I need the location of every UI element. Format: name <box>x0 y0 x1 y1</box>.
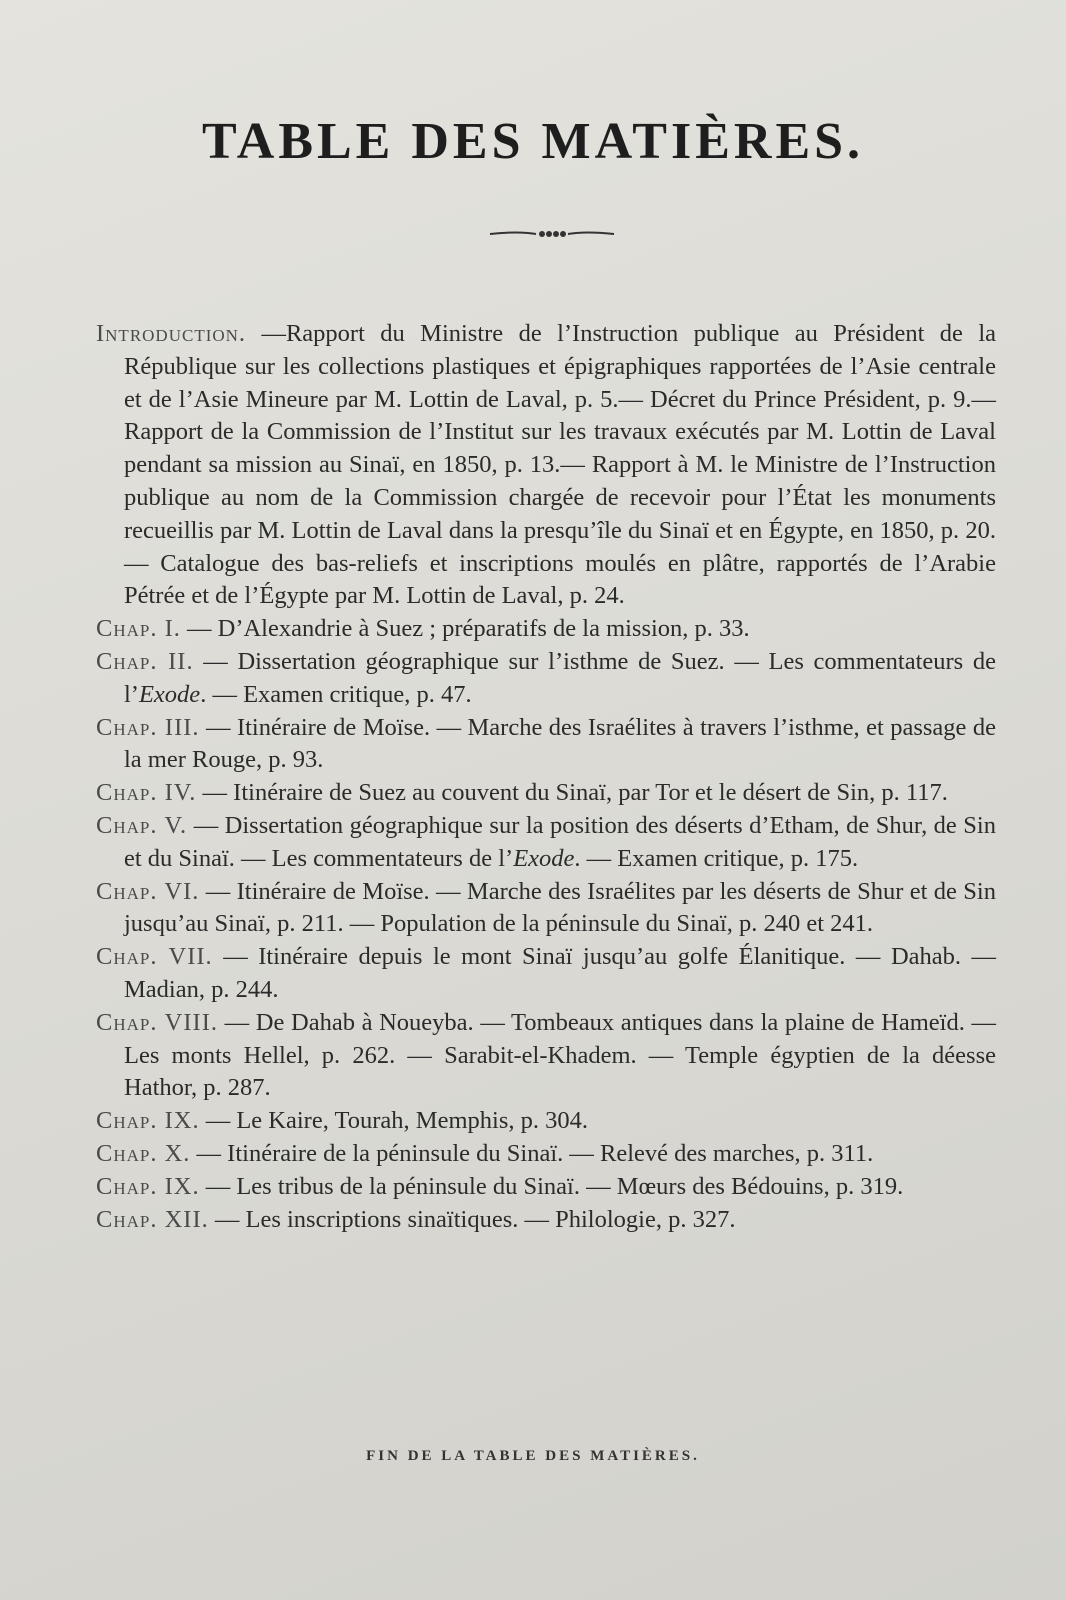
entry-label: Chap. V. <box>96 811 188 839</box>
entry-label: Chap. IX. <box>96 1172 200 1200</box>
entry-text: — Les tribus de la péninsule du Sinaï. — Mœurs des Bédouins, p. 319. <box>205 1172 904 1200</box>
toc-entry <box>96 876 996 942</box>
entry-label: Chap. VIII. <box>96 1008 218 1036</box>
entry-text: — De Dahab à Noueyba. — Tombeaux antiques dans la plaine de Hameïd. — Les monts Hellel, p. 262. — Sarabit-el-Khadem. — Temple égyptien de la déesse Hathor, p. 287. <box>124 1008 997 1102</box>
entry-text: — Itinéraire depuis le mont Sinaï jusqu’au golfe Élanitique. — Dahab. — Madian, p. 244. <box>124 943 997 1003</box>
entry-text: — Les inscriptions sinaïtiques. — Philologie, p. 327. <box>214 1205 736 1233</box>
entry-text: — Itinéraire de Suez au couvent du Sinaï, par Tor et le désert de Sin, p. 117. <box>202 779 948 807</box>
toc-entry <box>96 1105 996 1138</box>
entry-text: —Rapport du Ministre de l’Instruction publique au Président de la République sur les collections plastiques et épigraphiques rapportées de l’Asie centrale et de l’Asie Mineure par M. Lottin de Laval, p. 5.— Décret du Prince Président, p. 9.— Rapport de la Commission de l’Institut sur les travaux exécutés par M. Lottin de Laval pendant sa mission au Sinaï, en 1850, p. 13.— Rapport à M. le Ministre de l’Instruction publique au nom de la Commission chargée de recevoir pour l’État les monuments recueillis par M. Lottin de Laval dans la presqu’île du Sinaï et en Égypte, en 1850, p. 20.— Catalogue des bas-reliefs et inscriptions moulés en plâtre, rapportés de l’Arabie Pétrée et de l’Égypte par M. Lottin de Laval, p. 24. <box>124 320 996 610</box>
toc-entry <box>96 1007 996 1105</box>
toc-entry <box>96 613 996 646</box>
end-note: FIN DE LA TABLE DES MATIÈRES. <box>366 1448 700 1464</box>
toc-entry <box>96 646 996 712</box>
entry-text: — Le Kaire, Tourah, Memphis, p. 304. <box>205 1107 588 1135</box>
ornament-divider <box>488 228 616 240</box>
toc-entries <box>96 318 996 1236</box>
toc-entry <box>96 1204 996 1237</box>
entry-label: Chap. X. <box>96 1139 191 1167</box>
entry-text: — Itinéraire de Moïse. — Marche des Israélites à travers l’isthme, et passage de la mer Rouge, p. 93. <box>124 713 996 774</box>
entry-label: Chap. VI. <box>96 877 200 905</box>
toc-entry <box>96 810 996 876</box>
entry-label: Chap. IV. <box>96 779 197 807</box>
entry-text: — D’Alexandrie à Suez ; préparatifs de la mission, p. 33. <box>187 615 750 643</box>
toc-entry <box>96 777 996 810</box>
entry-label: Chap. IX. <box>96 1107 200 1135</box>
entry-label: Chap. II. <box>96 647 194 675</box>
entry-label: Chap. III. <box>96 713 200 741</box>
toc-entry <box>96 941 996 1007</box>
toc-entry <box>96 1171 996 1204</box>
page-title: TABLE DES MATIÈRES. <box>201 113 865 170</box>
entry-label: Chap. XII. <box>96 1205 209 1233</box>
toc-entry <box>96 1138 996 1171</box>
entry-text: — Itinéraire de Moïse. — Marche des Israélites par les déserts de Shur et de Sin jusqu’au Sinaï, p. 211. — Population de la péninsule du Sinaï, p. 240 et 241. <box>124 877 996 938</box>
entry-label: Introduction. <box>96 320 247 347</box>
entry-text: — Dissertation géographique sur la position des déserts d’Etham, de Shur, de Sin et du Sinaï. — Les commentateurs de l’Exode. — Examen critique, p. 175. <box>124 811 996 872</box>
entry-text: — Itinéraire de la péninsule du Sinaï. — Relevé des marches, p. 311. <box>196 1139 874 1167</box>
toc-entry <box>96 318 996 613</box>
entry-label: Chap. I. <box>96 615 181 643</box>
entry-text: — Dissertation géographique sur l’isthme de Suez. — Les commentateurs de l’Exode. — Examen critique, p. 47. <box>124 647 996 708</box>
entry-label: Chap. VII. <box>96 943 213 971</box>
toc-entry <box>96 712 996 778</box>
